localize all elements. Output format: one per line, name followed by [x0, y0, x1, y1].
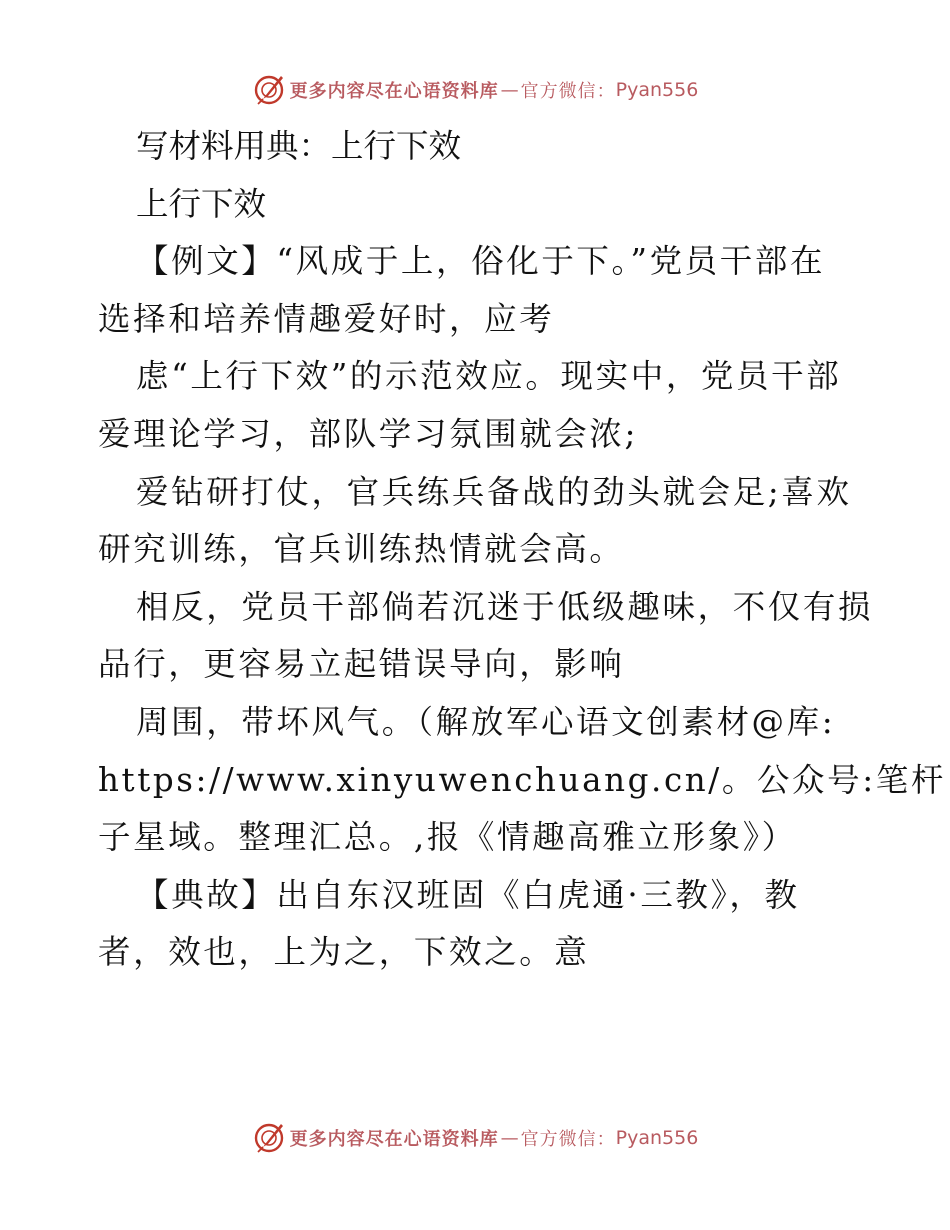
banner-official-label: 官方微信：	[520, 1129, 616, 1150]
banner-dash: —	[500, 1127, 519, 1149]
banner-wechat-id: Pyan556	[615, 79, 699, 101]
title-line: 写材料用典：上行下效	[136, 127, 462, 165]
text-line: 周围，带坏风气。（解放军心语文创素材@库:	[136, 702, 836, 741]
url-line: https://www.xinyuwenchuang.cn/。公众号:笔杆	[98, 760, 946, 799]
text-line: 【例文】“风成于上，俗化于下。”党员干部在	[136, 242, 826, 281]
text-line: 子星域。整理汇总。,报《情趣高雅立形象》）	[98, 818, 797, 857]
quill-pen-logo-icon	[252, 1121, 286, 1155]
banner-main-text: 更多内容尽在心语资料库	[289, 81, 499, 102]
document-body	[98, 118, 946, 982]
footer-banner	[0, 1118, 950, 1158]
text-line: 品行，更容易立起错误导向，影响	[98, 645, 625, 684]
banner-dash: —	[500, 79, 519, 101]
text-line: 选择和培养情趣爱好时，应考	[98, 299, 555, 338]
text-line: 者，效也，上为之，下效之。意	[98, 933, 590, 972]
text-line: 【典故】出自东汉班固《白虎通·三教》，教	[136, 875, 800, 914]
text-line: 相反，党员干部倘若沉迷于低级趣味，不仅有损	[136, 587, 874, 626]
text-line: 虑“上行下效”的示范效应。现实中，党员干部	[136, 357, 842, 396]
banner-main-text: 更多内容尽在心语资料库	[289, 1129, 499, 1150]
text-line: 爱理论学习，部队学习氛围就会浓;	[98, 414, 639, 453]
banner-official-label: 官方微信：	[520, 81, 616, 102]
text-line: 研究训练，官兵训练热情就会高。	[98, 530, 625, 569]
header-banner	[0, 70, 950, 110]
idiom-line: 上行下效	[136, 184, 267, 223]
quill-pen-logo-icon	[252, 73, 286, 107]
text-line: 爱钻研打仗，官兵练兵备战的劲头就会足;喜欢	[136, 472, 852, 511]
banner-wechat-id: Pyan556	[615, 1127, 699, 1149]
